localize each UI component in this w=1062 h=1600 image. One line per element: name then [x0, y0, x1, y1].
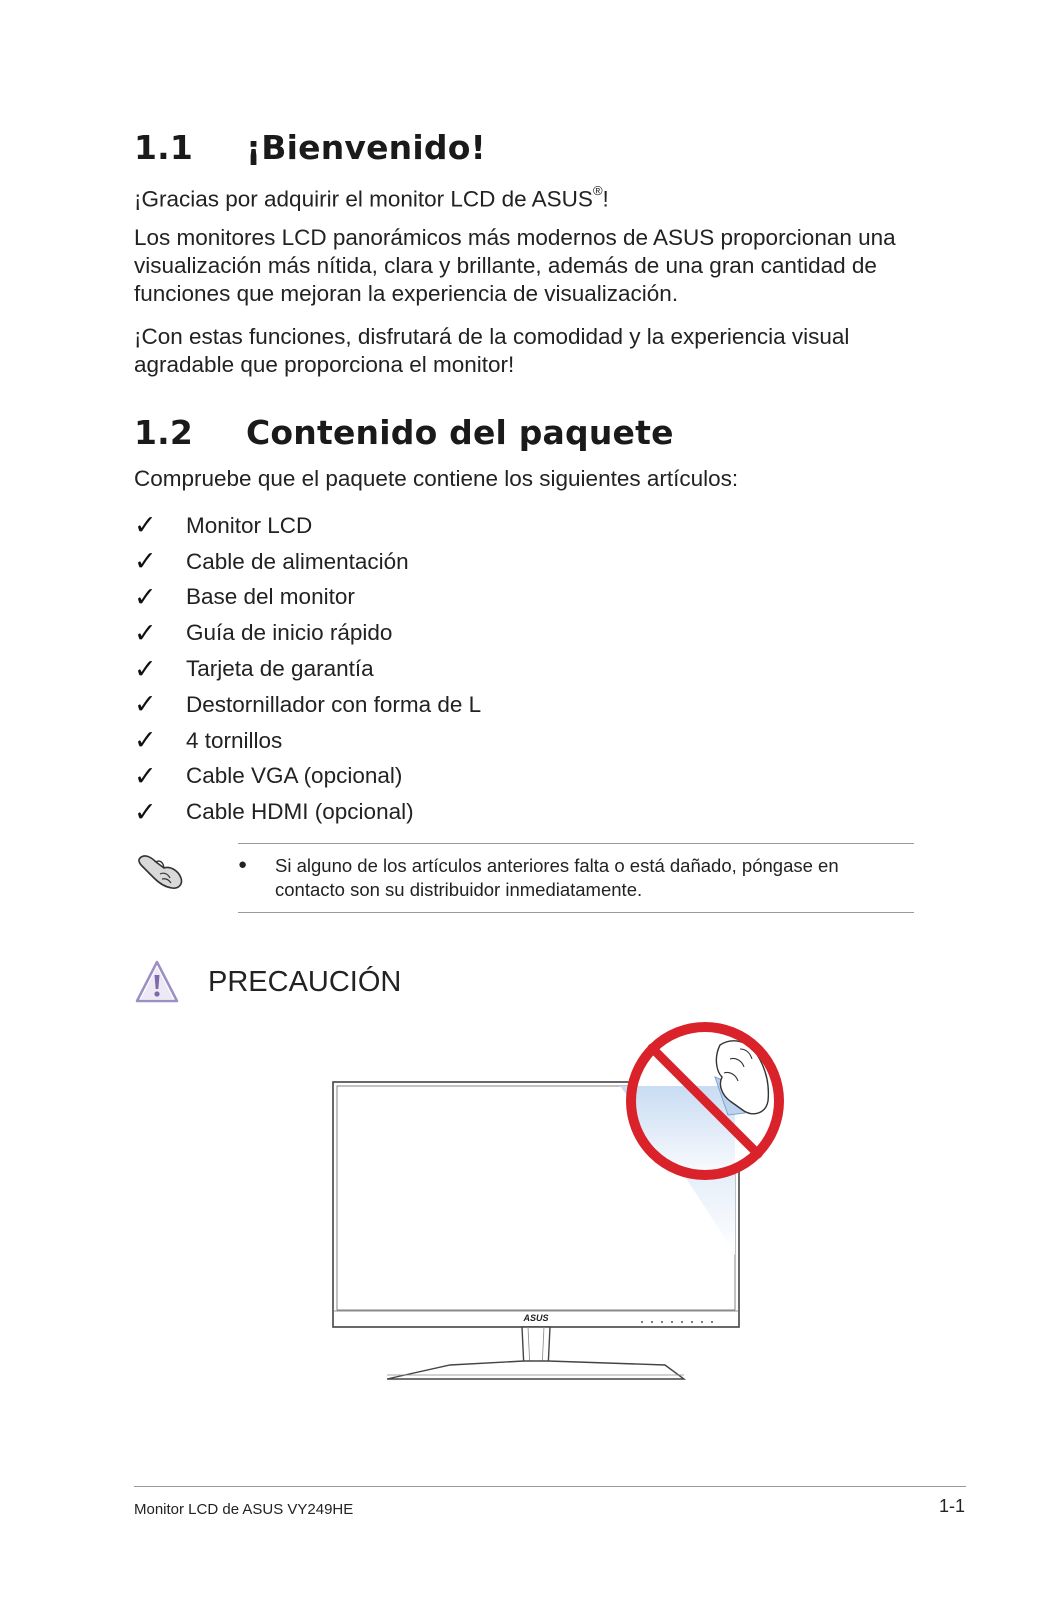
section-heading-package	[134, 413, 674, 452]
section-heading-welcome	[134, 128, 486, 167]
check-icon: ✓	[134, 546, 157, 578]
thanks-text: ¡Gracias por adquirir el monitor LCD de ASUS®!	[134, 183, 609, 212]
list-item: ✓ Cable VGA (opcional)	[134, 760, 403, 792]
package-checklist	[134, 508, 481, 830]
monitor-illustration	[320, 1015, 800, 1395]
check-icon: ✓	[134, 581, 157, 613]
check-icon: ✓	[134, 725, 157, 757]
list-item: ✓ Monitor LCD	[134, 510, 313, 542]
section-title: ¡Bienvenido!	[246, 128, 486, 167]
list-item: ✓ Destornillador con forma de L	[134, 689, 482, 721]
footer-title: Monitor LCD de ASUS VY249HE	[134, 1501, 354, 1518]
list-item: ✓ 4 tornillos	[134, 725, 283, 757]
monitor-logo: ASUS	[523, 1313, 549, 1323]
section-title: Contenido del paquete	[246, 413, 674, 452]
hand-note-icon	[134, 848, 186, 892]
features-paragraph: ¡Con estas funciones, disfrutará de la comodidad y la experiencia visual agradable que proporciona el monitor!	[134, 324, 850, 377]
check-icon: ✓	[134, 510, 157, 542]
check-icon: ✓	[134, 760, 157, 792]
check-icon: ✓	[134, 653, 157, 685]
section-number: 1.1	[134, 128, 194, 167]
list-item: ✓ Base del monitor	[134, 581, 355, 613]
bullet-icon: ●	[238, 856, 248, 873]
list-item: ✓ Cable HDMI (opcional)	[134, 796, 414, 828]
warning-triangle-icon	[134, 958, 180, 1006]
list-item: ✓ Cable de alimentación	[134, 546, 409, 578]
page-number: 1-1	[938, 1496, 965, 1516]
list-item: ✓ Guía de inicio rápido	[134, 617, 393, 649]
intro-paragraph: Los monitores LCD panorámicos más modernos de ASUS proporcionan una visualización más nítida, clara y brillante, además de una gran cantidad de funciones que mejoran la experiencia de visualización.	[134, 225, 896, 306]
section-number: 1.2	[134, 413, 194, 452]
caution-title: PRECAUCIÓN	[208, 966, 402, 998]
list-item: ✓ Tarjeta de garantía	[134, 653, 374, 685]
check-icon: ✓	[134, 689, 157, 721]
note-text: Si alguno de los artículos anteriores falta o está dañado, póngase en contacto son su distribuidor inmediatamente.	[275, 855, 839, 900]
package-intro: Compruebe que el paquete contiene los siguientes artículos:	[134, 466, 739, 491]
footer-divider	[134, 1486, 966, 1487]
check-icon: ✓	[134, 617, 157, 649]
note-box	[238, 843, 914, 913]
check-icon: ✓	[134, 796, 157, 828]
